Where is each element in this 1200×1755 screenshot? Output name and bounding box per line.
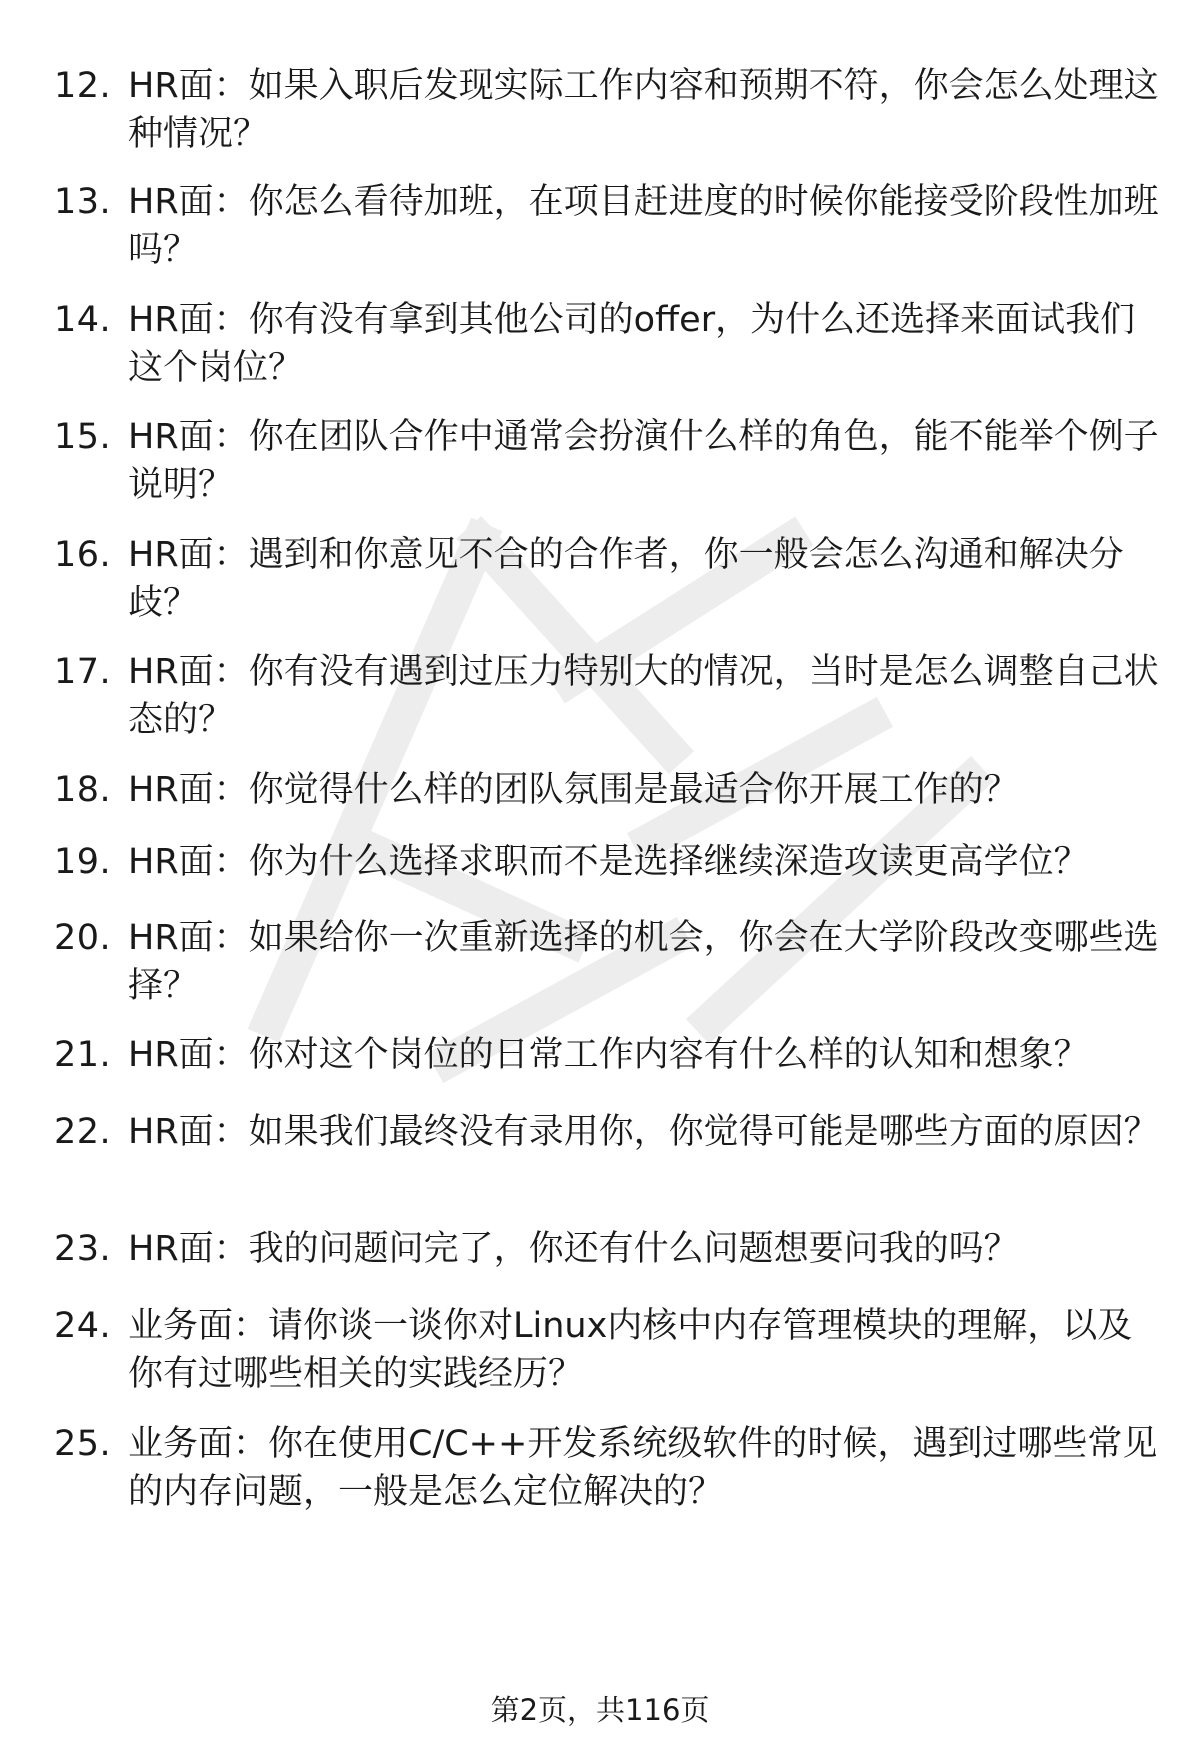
question-text: HR面：如果给你一次重新选择的机会，你会在大学阶段改变哪些选择？ [128,918,1159,1006]
question-text: HR面：你有没有拿到其他公司的offer，为什么还选择来面试我们这个岗位？ [128,300,1136,388]
question-text: HR面：你对这个岗位的日常工作内容有什么样的认知和想象？ [128,1035,1089,1075]
question-text: HR面：我的问题问完了，你还有什么问题想要问我的吗？ [128,1229,1019,1269]
question-text: HR面：遇到和你意见不合的合作者，你一般会怎么沟通和解决分歧？ [128,535,1124,623]
question-text: HR面：如果我们最终没有录用你，你觉得可能是哪些方面的原因？ [128,1112,1159,1152]
question-number: 20. [54,918,112,958]
question-text: 业务面：你在使用C/C++开发系统级软件的时候，遇到过哪些常见的内存问题，一般是怎么定位解决的？ [128,1424,1158,1512]
question-text: HR面：你觉得什么样的团队氛围是最适合你开展工作的？ [128,770,1019,810]
question-number: 15. [54,417,112,457]
page-number-footer: 第2页，共116页 [490,1693,710,1727]
question-text: HR面：你有没有遇到过压力特别大的情况，当时是怎么调整自己状态的？ [128,652,1159,740]
question-number: 13. [54,182,112,222]
question-number: 14. [54,300,112,340]
question-number: 12. [54,66,112,106]
question-number: 24. [54,1306,112,1346]
question-number: 17. [54,652,112,692]
question-text: 业务面：请你谈一谈你对Linux内核中内存管理模块的理解，以及你有过哪些相关的实践经历？ [128,1306,1133,1394]
question-text: HR面：如果入职后发现实际工作内容和预期不符，你会怎么处理这种情况？ [128,66,1159,154]
question-number: 23. [54,1229,112,1269]
question-number: 18. [54,770,112,810]
question-text: HR面：你为什么选择求职而不是选择继续深造攻读更高学位？ [128,842,1089,882]
question-text: HR面：你怎么看待加班，在项目赶进度的时候你能接受阶段性加班吗？ [128,182,1159,270]
question-number: 21. [54,1035,112,1075]
question-number: 25. [54,1424,112,1464]
question-number: 19. [54,842,112,882]
question-number: 22. [54,1112,112,1152]
question-text: HR面：你在团队合作中通常会扮演什么样的角色，能不能举个例子说明？ [128,417,1159,505]
question-number: 16. [54,535,112,575]
